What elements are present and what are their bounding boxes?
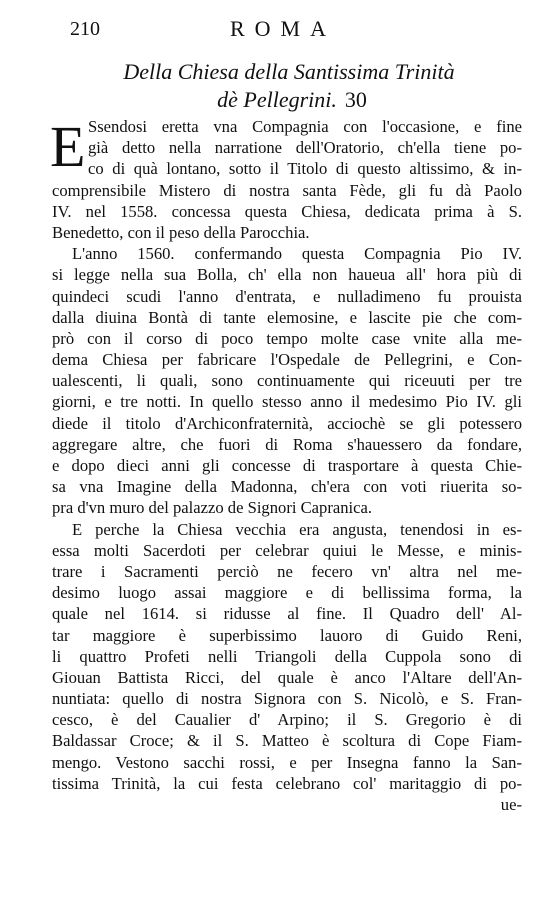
drop-cap: E xyxy=(50,114,86,179)
text-line: Ssendosi eretta vna Compagnia con l'occasione, e fine xyxy=(88,117,522,136)
text-line: pra d'vn muro del palazzo de Signori Capranica. xyxy=(52,498,373,518)
chapter-title-line2: dè Pellegrini. xyxy=(217,87,337,112)
running-head xyxy=(70,14,518,44)
text-line: essa molti Sacerdoti per celebrar quiui le Messe, e minis- xyxy=(52,540,522,560)
text-line: IV. nel 1558. concessa questa Chiesa, dedicata prima à S. xyxy=(52,201,522,221)
text-line: giorni, e tre notti. In quello stesso anno il medesimo Pio IV. gli xyxy=(52,392,522,412)
text-line: ualescenti, li quali, sono continuamente qui riceuuti per tre xyxy=(52,371,522,391)
text-line: diede il titolo d'Archiconfraternità, acciochè se gli potessero xyxy=(52,413,522,433)
text-line: co di quà lontano, sotto il Titolo di questo altissimo, & in- xyxy=(88,159,522,179)
text-line: quindeci scudi l'anno d'entrata, e nulladimeno fu prouista xyxy=(52,286,522,306)
chapter-number: 30 xyxy=(344,87,367,112)
text-line: sa vna Imagine della Madonna, ch'era con voti riuerita so- xyxy=(52,477,522,497)
text-line: e dopo dieci anni gli concesse di trasportare à questa Chie- xyxy=(52,456,522,475)
text-line: aggregare altre, che fuori di Roma s'hauessero da fondare, xyxy=(52,434,522,454)
text-line: ue- xyxy=(500,795,522,814)
running-title: ROMA xyxy=(230,16,337,41)
text-line: mengo. Vestono sacchi rossi, e per Insegna fanno la San- xyxy=(52,752,522,772)
text-line: dalla diuina Bontà di tante elemosine, e lascite pie che com- xyxy=(52,307,522,327)
text-line: trare i Sacramenti perciò ne fecero vn' altra nel me- xyxy=(52,561,522,581)
text-line: tissima Trinità, la cui festa celebrano col' maritaggio di po- xyxy=(52,773,522,793)
text-line: li quattro Profeti nelli Triangoli della Cuppola sono di xyxy=(52,646,522,666)
text-line: Baldassar Croce; & il S. Matteo è scoltura di Cope Fiam- xyxy=(52,731,522,751)
text-line: E perche la Chiesa vecchia era angusta, tenendosi in es- xyxy=(72,519,522,539)
body-text xyxy=(52,116,522,815)
text-line: dema Chiesa per fabricare l'Ospedale de Pellegrini, e Con- xyxy=(52,350,522,370)
chapter-title xyxy=(60,58,518,114)
chapter-title-line2-wrap xyxy=(60,86,518,114)
text-line: tar maggiore è superbissimo lauoro di Guido Reni, xyxy=(52,625,522,645)
text-line: quale nel 1614. si ridusse al fine. Il Quadro dell' Al- xyxy=(52,604,522,624)
text-line: L'anno 1560. confermando questa Compagnia Pio IV. xyxy=(72,244,522,264)
text-line: si legge nella sua Bolla, ch' ella non haueua all' hora più di xyxy=(52,265,522,285)
text-line: cesco, è del Caualier d' Arpino; il S. Gregorio è di xyxy=(52,710,522,730)
page-number: 210 xyxy=(70,18,100,40)
chapter-title-line1: Della Chiesa della Santissima Trinità xyxy=(123,59,455,84)
text-line: nuntiata: quello di nostra Signora con S. Nicolò, e S. Fran- xyxy=(52,689,522,709)
text-line: desimo luogo assai maggiore e di bellissima forma, la xyxy=(52,583,522,603)
text-line: già detto nella narratione dell'Oratorio, ch'ella tiene po- xyxy=(88,138,522,158)
text-line: prò con il corso di poco tempo molte case vnite alla me- xyxy=(52,328,522,348)
text-line: comprensibile Mistero di nostra santa Fède, gli fu dà Paolo xyxy=(52,180,522,200)
text-line: Benedetto, con il peso della Parocchia. xyxy=(52,222,310,242)
text-line: Giouan Battista Ricci, del quale è anco l'Altare dell'An- xyxy=(52,667,522,687)
